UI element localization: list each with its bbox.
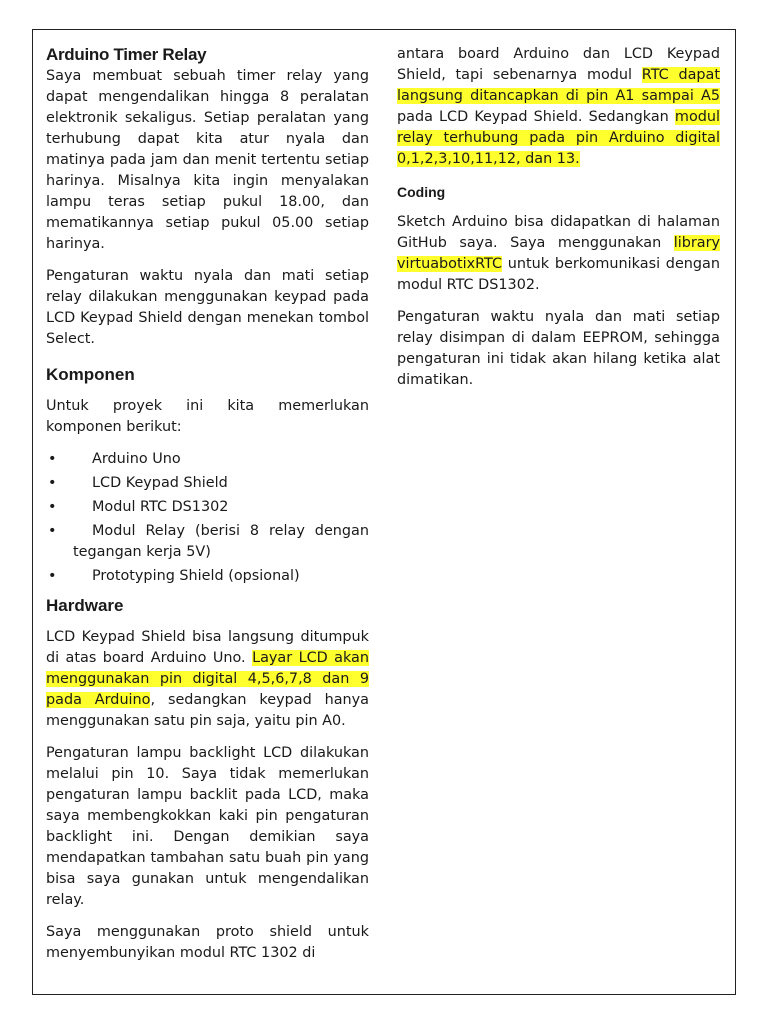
hardware-paragraph-3: Saya menggunakan proto shield untuk menyembunyikan modul RTC 1302 di: [46, 924, 369, 961]
coding-paragraph-2: Pengaturan waktu nyala dan mati setiap relay disimpan di dalam EEPROM, sehingga pengaturan ini tidak akan hilang ketika alat dimatikan.: [397, 309, 720, 388]
highlighted-text: modul relay terhubung pada pin Arduino digital 0,1,2,3,10,11,12, dan 13.: [397, 109, 720, 167]
komponen-list: [46, 449, 369, 587]
coding-heading: Coding: [397, 184, 446, 200]
list-item: • LCD Keypad Shield: [48, 475, 228, 491]
left-column: [46, 44, 369, 975]
github-link[interactable]: halaman GitHub saya.: [397, 214, 720, 251]
document-title: Arduino Timer Relay: [46, 45, 207, 64]
right-column: [397, 44, 720, 402]
hardware-paragraph-2: Pengaturan lampu backlight LCD dilakukan melalui pin 10. Saya tidak memerlukan pengaturan lampu backlit pada LCD, maka saya membengkokkan kaki pin pengaturan backlight ini. Dengan demikian saya mendapatkan tambahan satu buah pin yang bisa saya gunakan untuk mengendalikan relay.: [46, 745, 369, 908]
komponen-heading: Komponen: [46, 365, 135, 384]
highlighted-text: library virtuabotixRTC: [397, 235, 721, 272]
continuation-paragraph: antara board Arduino dan LCD Keypad Shield, tapi sebenarnya modul RTC dapat langsung ditancapkan di pin A1 sampai A5 pada LCD Keypad Shield. Sedangkan modul relay terhubung pada pin Arduino digital 0,1,2,3,10,11,12, dan 13.: [397, 46, 720, 167]
list-item: • Prototyping Shield (opsional): [48, 568, 300, 584]
highlighted-text: Layar LCD akan menggunakan pin digital 4,5,6,7,8 dan 9 pada Arduino: [46, 650, 369, 708]
coding-paragraph-1: Sketch Arduino bisa didapatkan di halaman GitHub saya. Saya menggunakan library virtuabotixRTC untuk berkomunikasi dengan modul RTC DS1302.: [397, 214, 721, 293]
list-item: • Modul RTC DS1302: [48, 499, 229, 515]
hardware-heading: Hardware: [46, 596, 124, 615]
list-item: • Arduino Uno: [48, 451, 181, 467]
komponen-intro: Untuk proyek ini kita memerlukan komponen berikut:: [46, 398, 369, 435]
hardware-paragraph-1: LCD Keypad Shield bisa langsung ditumpuk di atas board Arduino Uno. Layar LCD akan menggunakan pin digital 4,5,6,7,8 dan 9 pada Arduino, sedangkan keypad hanya menggunakan satu pin saja, yaitu pin A0.: [46, 629, 369, 729]
highlighted-text: RTC dapat langsung ditancapkan di pin A1 sampai A5: [397, 67, 720, 104]
intro-paragraph: Saya membuat sebuah timer relay yang dapat mengendalikan hingga 8 peralatan elektronik sekaligus. Setiap peralatan yang terhubung dapat kita atur nyala dan matinya pada jam dan menit tertentu setiap harinya. Misalnya kita ingin menyalakan lampu teras setiap pukul 18.00, dan mematikannya setiap pukul 05.00 setiap harinya.: [46, 68, 369, 252]
list-item: • Modul Relay (berisi 8 relay dengan tegangan kerja 5V): [48, 523, 369, 560]
keypad-paragraph: Pengaturan waktu nyala dan mati setiap relay dilakukan menggunakan keypad pada LCD Keypad Shield dengan menekan tombol Select.: [46, 268, 369, 347]
